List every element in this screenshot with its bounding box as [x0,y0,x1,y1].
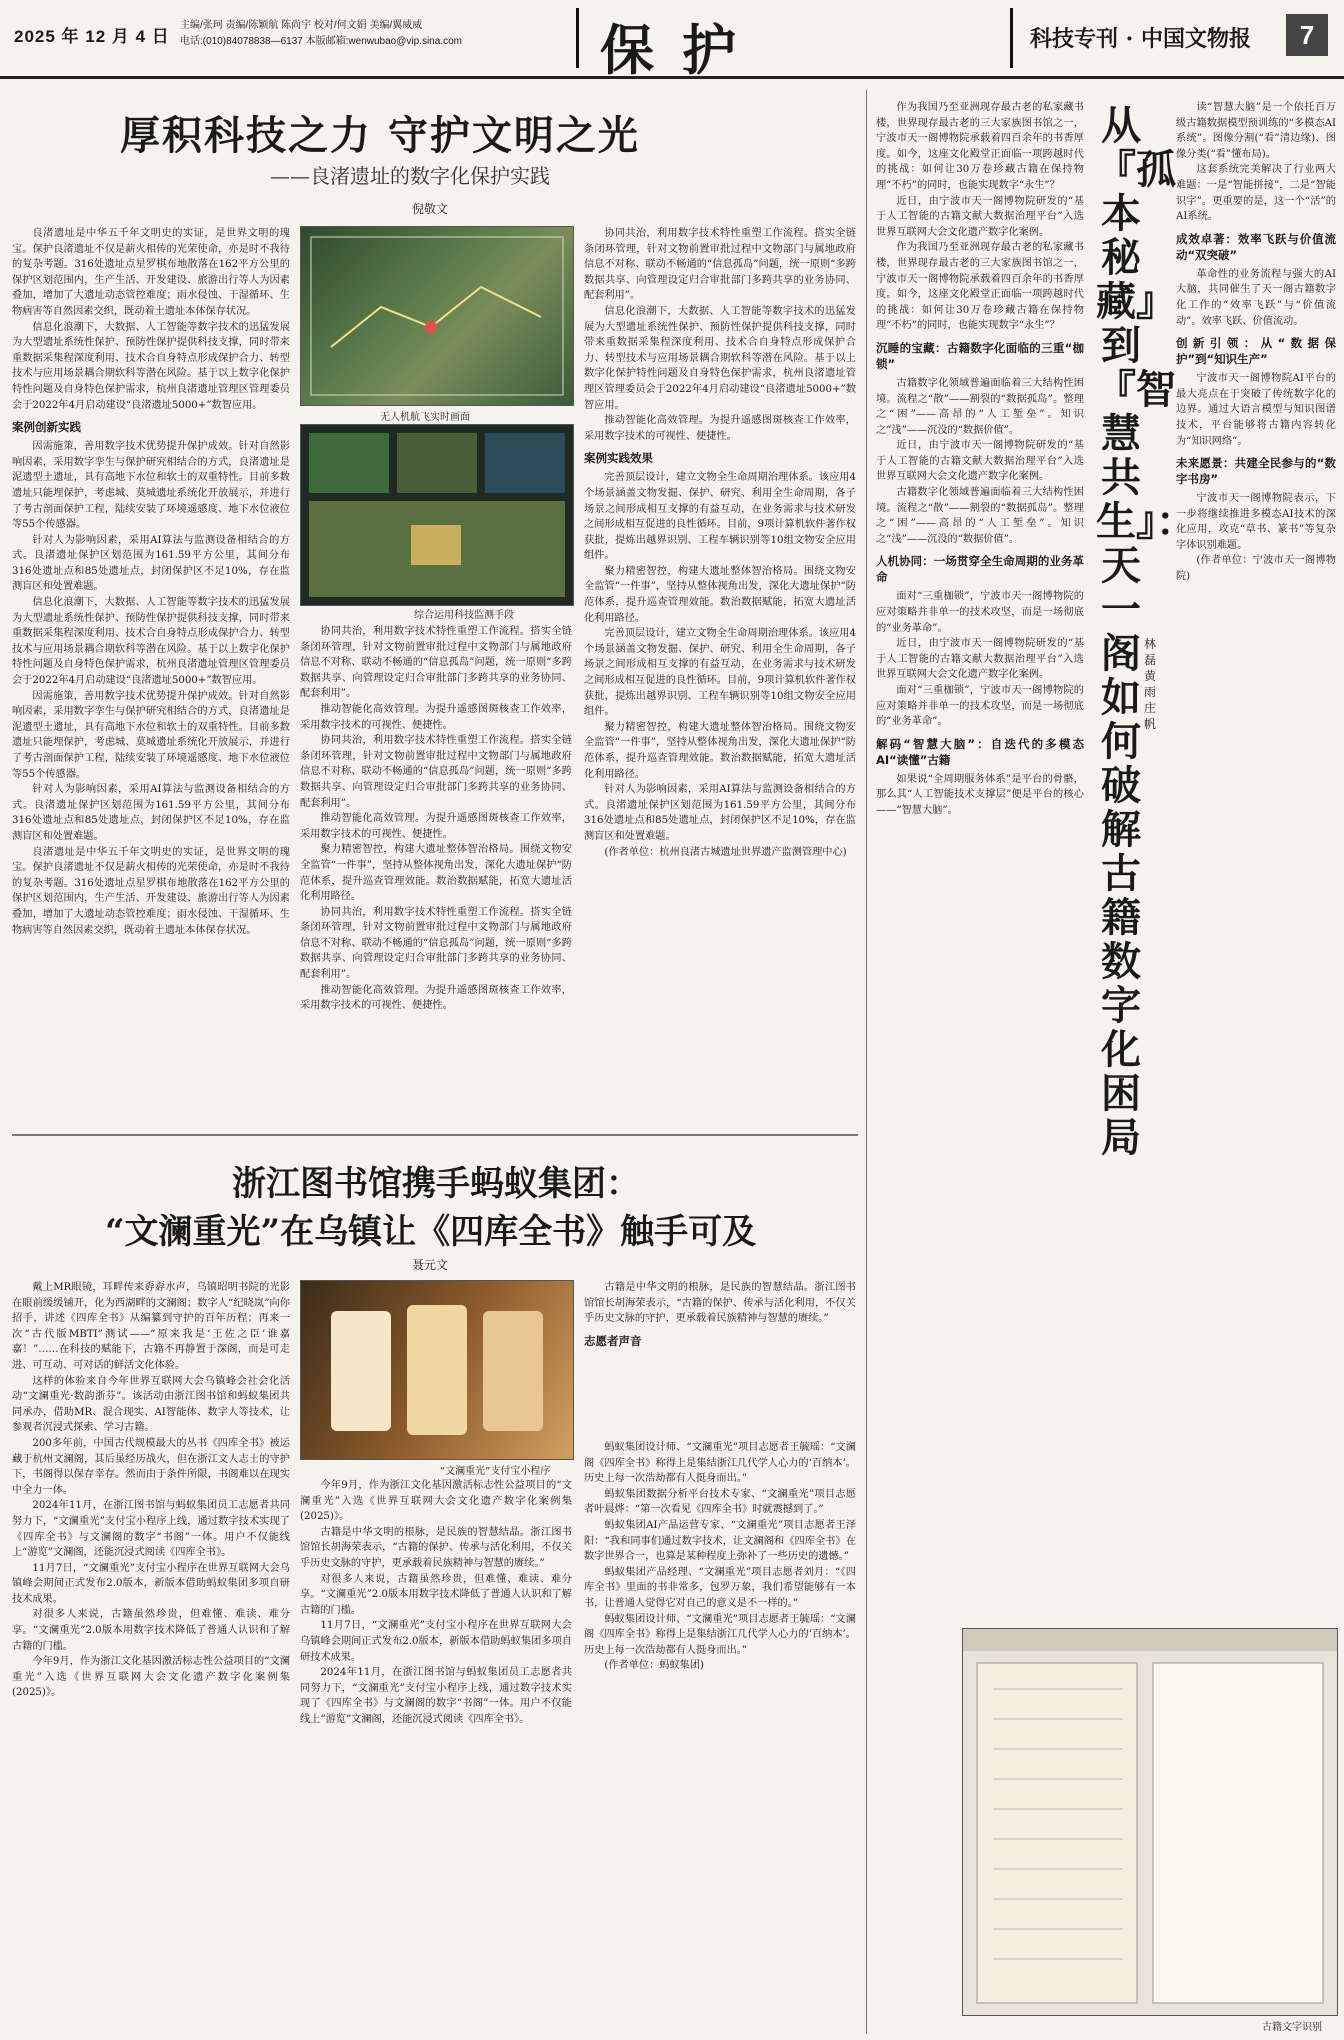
monitoring-dashboard-image [300,424,574,606]
issue-date: 2025 年 12 月 4 日 [14,27,170,46]
article1-author: 倪敬文 [412,202,449,216]
section-heading: 未来愿景：共建全民参与的“数字书房” [1176,456,1336,487]
article2-title-line-2: “文澜重光”在乌镇让《四库全书》触手可及 [105,1212,757,1252]
paragraph: 良渚遗址是中华五千年文明史的实证，是世界文明的瑰宝。保护良渚遗址不仅是薪火相传的光荣使命，亦是时不我待的复杂考题。316处遗址点星罗棋布地散落在162平方公里的保护区划范围内，生产生活、开发建设、旅游出行等人为因素叠加，增加了大遗址动态管控难度；雨水侵蚀、干湿循环、生物病害等自然因素交织，既动着土遗址本体保存状况。 [12,846,290,936]
author-affiliation: (作者单位：蚂蚁集团) [604,1660,705,1672]
paragraph: 宁波市天一阁博物院AI平台的最大亮点在于突破了传统数字化的边界。通过大语言模型与知识图谱技术，平台能够将古籍内容转化为“知识网络”。 [1176,373,1336,447]
header-divider-left [576,8,579,68]
special-edition-label: 科技专刊 · 中国文物报 [1030,26,1251,52]
section-heading: 沉睡的宝藏：古籍数字化面临的三重“枷锁” [876,340,1084,371]
article2-column-2 [300,1478,572,2034]
section-heading: 创新引领：从“数据保护”到“知识生产” [1176,336,1336,367]
phone-screen-icon [301,1281,573,1459]
article2-column-3 [584,1440,856,2034]
credits-line-1: 主编/张珂 责编/陈颖航 陈尚宇 校对/何文娟 美编/翼威威 [180,20,423,31]
paragraph: 古籍数字化领域普遍面临着三大结构性困境。流程之“散”——割裂的“数据孤岛”。整理之“困”——高昂的“人工堑垒”。知识之“浅”——沉没的“数据价值”。 [876,377,1084,436]
ocr-screen-image [962,1628,1338,2016]
paragraph: 2024年11月，在浙江图书馆与蚂蚁集团员工志愿者共同努力下，“文澜重光”支付宝小程序上线，通过数字技术实现了《四库全书》与文澜阁的数字“书阁”一体。用户不仅能线上“游览”文澜阁，还能沉浸式阅读《四库全书》。 [300,1667,572,1725]
ocr-grid-icon [963,1629,1337,2015]
mini-program-image [300,1280,574,1460]
paragraph: 信息化浪潮下，大数据、人工智能等数字技术的迅猛发展为大型遗址系统性保护、预防性保护提供科技支撑，同时带来重数据采集程深度利用、技术合自身特点形成保护合力、转型技术与应用场景耦合期软科等潜在风险。基于以上数字化保护特性问题及自身特色保护需求，杭州良渚遗址管理区管理委员会于2022年4月启动建设“良渚遗址5000+”数智应用。 [12,597,290,687]
paragraph: 协同共治，利用数字技术特性重塑工作流程。搭实全链条闭环管理，针对文物前置审批过程中文物部门与属地政府信息不对称、联动不畅通的“信息孤岛”问题，统一原则“多跨数据共享、向管理设定归合审批部门多跨共享的业务协同、配套利用”。 [300,735,572,809]
paragraph: 面对“三重枷锁”，宁波市天一阁博物院的应对策略并非单一的技术攻坚，而是一场彻底的“业务革命”。 [876,591,1084,634]
paragraph: 因需施策，善用数字技术优势提升保护成效。针对自然影响因素，采用数字孪生与保护研究相结合的方式，良渚遗址是泥遗型土遗址，具有高地下水位和软土的双重特性。目前多数遗址只能埋保护，考虑城、莫城遗址系统化开放展示，并进行了考古剖面保护工程，陆续安装了环境遥感度、地下水位液位等55个传感器。 [12,441,290,531]
section-heading: 案例创新实践 [12,420,81,435]
paragraph: 11月7日，“文澜重光”支付宝小程序在世界互联网大会乌镇峰会期间正式发布2.0版本，新版本借助蚂蚁集团多项自研技术成果。 [12,1562,290,1605]
drone-footage-image [300,226,574,406]
paragraph: 蚂蚁集团AI产品运营专家、“文澜重光”项目志愿者王泽阳：“我和同事们通过数字技术，让文澜阁和《四库全书》在数字世界合一，也算是某种程度上弥补了一些历史的遗憾。” [584,1519,856,1563]
paragraph: 作为我国乃至亚洲现存最古老的私家藏书楼，世界现存最古老的三大家族图书馆之一，宁波市天一阁博物院承载着四百余年的书香厚度。如今，这座文化殿堂正面临一项跨越时代的挑战：如何让30万卷珍藏古籍在保持物理“不朽”的同时，也能实现数字“永生”？ [876,242,1084,332]
article3-title: 从『孤本秘藏』到『智慧共生』：天一阁如何破解古籍数字化困局 [1096,102,1196,1161]
paragraph: 今年9月，作为浙江文化基因激活标志性公益项目的“文澜重光”入选《世界互联网大会文化遗产数字化案例集(2025)》。 [12,1656,290,1699]
paragraph: 革命性的业务流程与强大的AI大脑，共同催生了天一阁古籍数字化工作的“效率飞跃”与“价值流动”。效率飞跃、价值流动。 [1176,268,1336,327]
article3-column-2 [1176,100,1336,1620]
section-heading: 案例实践效果 [584,451,653,466]
credits-line-2: 电话:(010)84078838—6137 本版邮箱:wenwubao@vip.sina.com [180,36,462,47]
paragraph: 推动智能化高效管理。为提升遥感图斑核查工作效率，采用数字技术的可视性、便捷性。 [300,813,572,840]
paragraph: 宁波市天一阁博物院表示，下一步将继续推进多模态AI技术的深化应用，攻克“草书、篆书”等复杂字体识别难题。 [1176,493,1336,551]
header-divider-right [1010,8,1013,68]
article1-subtitle: ——良渚遗址的数字化保护实践 [270,164,550,188]
paragraph: 近日，由宁波市天一阁博物院研发的“基于人工智能的古籍文献大数据治理平台”入选世界互联网大会文化遗产数字化案例。 [876,638,1084,681]
article1-column-1 [12,226,290,1126]
paragraph: 这套系统完美解决了行业两大难题：一是“智能拼接”，二是“智能识字”。更重要的是，这一个“活”的AI系统。 [1176,164,1336,223]
paragraph: 面对“三重枷锁”，宁波市天一阁博物院的应对策略并非单一的技术攻坚，而是一场彻底的“业务革命”。 [876,685,1084,728]
paragraph: 完善顶层设计，建立文物全生命周期治理体系。该应用4个场景涵盖文物发掘、保护、研究、利用全生命周期，各子场景之间形成相互支撑的有益互动，在业务需求与技术研发之间形成相互促进的良性循环。目前，9项计算机软件著作权获批，提炼出越界识别、工程车辆识别等10组文物安全应用组件。 [584,472,856,562]
paragraph: 针对人为影响因素，采用AI算法与监测设备相结合的方式。良渚遗址保护区划范围为161.59平方公里，其间分布316处遗址点和85处遗址点，封闭保护区不足10%，存在监测盲区和处置难题。 [12,784,290,842]
paragraph: 这样的体验来自今年世界互联网大会乌镇峰会社会化活动“文澜重光·数韵浙芬”。该活动由浙江图书馆和蚂蚁集团共同承办，借助MR、混合现实、AI智能体、数字人等技术，让参观者沉浸式探索、学习古籍。 [12,1375,290,1434]
section-heading: 志愿者声音 [584,1333,642,1348]
paragraph: 信息化浪潮下，大数据、人工智能等数字技术的迅猛发展为大型遗址系统性保护、预防性保护提供科技支撑，同时带来重数据采集程深度利用、技术合自身特点形成保护合力、转型技术与应用场景耦合期软科等潜在风险。基于以上数字化保护特性问题及自身特色保护需求，杭州良渚遗址管理区管理委员会于2022年4月启动建设“良渚遗址5000+”数智应用。 [12,321,290,411]
paragraph: 2024年11月，在浙江图书馆与蚂蚁集团员工志愿者共同努力下，“文澜重光”支付宝小程序上线，通过数字技术实现了《四库全书》与文澜阁的数字“书阁”一体。用户不仅能线上“游览”文澜阁，还能沉浸式阅读《四库全书》。 [12,1500,290,1559]
author-affiliation: (作者单位：杭州良渚古城遗址世界遗产监测管理中心) [604,846,847,858]
paragraph: 近日，由宁波市天一阁博物院研发的“基于人工智能的古籍文献大数据治理平台”入选世界互联网大会文化遗产数字化案例。 [876,195,1084,238]
article1-title: 厚积科技之力 守护文明之光 [120,112,640,159]
paragraph: 戴上MR眼镜，耳畔传来孬孬水声，乌镇昭明书院的光影在眼前缓缓铺开，化为西湖畔的文澜阁；数字人“纪晓岚”向你招手，讲述《四库全书》从编纂到守护的百年历程；再来一次“古代版MBTI”测试——“原来我是‘王佐之臣’谁嘉嘉！”……在科技的赋能下，古籍不再静置于深阁，而是可走进、可互动、可对话的鲜活文化体验。 [12,1282,290,1371]
paragraph: 聚力精密智控，构建大遗址整体智治格局。围绕文物安全监管“一件事”，坚持从整体视角出发，深化大遗址保护“防范体系，提升巡查管理效能。数治数据赋能，拓宽大遗址活化利用路径。 [300,844,572,903]
paragraph: 作为我国乃至亚洲现存最古老的私家藏书楼，世界现存最古老的三大家族图书馆之一，宁波市天一阁博物院承载着四百余年的书香厚度。如今，这座文化殿堂正面临一项跨越时代的挑战：如何让30万卷珍藏古籍在保持物理“不朽”的同时，也能实现数字“永生”？ [876,102,1084,191]
article2-author: 聂元文 [412,1258,449,1272]
paragraph: 古籍是中华文明的根脉，是民族的智慧结晶。浙江图书馆馆长胡海荣表示，“古籍的保护、传承与活化利用，不仅关乎历史文脉的守护，更承载着民族精神与智慧的赓续。” [300,1526,572,1569]
paragraph: 推动智能化高效管理。为提升遥感图斑核查工作效率，采用数字技术的可视性、便捷性。 [300,984,572,1012]
masthead [0,0,1344,82]
paragraph: 古籍是中华文明的根脉，是民族的智慧结晶。浙江图书馆馆长胡海荣表示，“古籍的保护、传承与活化利用，不仅关乎历史文脉的守护，更承载着民族精神与智慧的赓续。” [584,1282,856,1325]
image-caption: 古籍文字识别 [1262,2022,1322,2033]
paragraph: 今年9月，作为浙江文化基因激活标志性公益项目的“文澜重光”入选《世界互联网大会文化遗产数字化案例集(2025)》。 [300,1480,572,1523]
paragraph: 蚂蚁集团数据分析平台技术专家、“文澜重光”项目志愿者叶晨烨：“第一次看见《四库全书》时就震撼到了。” [584,1488,856,1516]
paragraph: 近日，由宁波市天一阁博物院研发的“基于人工智能的古籍文献大数据治理平台”入选世界互联网大会文化遗产数字化案例。 [876,440,1084,483]
section-heading: 解码“智慧大脑”：自迭代的多模态AI“读懂”古籍 [876,736,1084,767]
paragraph: 古籍数字化领域普遍面临着三大结构性困境。流程之“散”——割裂的“数据孤岛”。整理之“困”——高昂的“人工堑垒”。知识之“浅”——沉没的“数据价值”。 [876,487,1084,545]
paragraph: 完善顶层设计，建立文物全生命周期治理体系。该应用4个场景涵盖文物发掘、保护、研究、利用全生命周期，各子场景之间形成相互支撑的有益互动，在业务需求与技术研发之间形成相互促进的良性循环。目前，9项计算机软件著作权获批，提炼出越界识别、工程车辆识别等10组文物安全应用组件。 [584,628,856,718]
paragraph: 读“智慧大脑”是一个依托百万级古籍数据模型预训练的“多模态AI系统”。图像分割(“看”清边缘)、图像分类(“看”懂布局)。 [1176,102,1336,160]
section-heading: 人机协同：一场贯穿全生命周期的业务革命 [876,554,1084,585]
paragraph: 信息化浪潮下，大数据、人工智能等数字技术的迅猛发展为大型遗址系统性保护、预防性保护提供科技支撑，同时带来重数据采集程深度利用、技术合自身特点形成保护合力、转型技术与应用场景耦合期软科等潜在风险。基于以上数字化保护特性问题及自身特色保护需求，杭州良渚遗址管理区管理委员会于2022年4月启动建设“良渚遗址5000+”数智应用。 [584,305,856,411]
paragraph: 协同共治，利用数字技术特性重塑工作流程。搭实全链条闭环管理，针对文物前置审批过程中文物部门与属地政府信息不对称、联动不畅通的“信息孤岛”问题，统一原则“多跨数据共享、向管理设定归合审批部门多跨共享的业务协同、配套利用”。 [300,626,572,700]
paragraph: 因需施策，善用数字技术优势提升保护成效。针对自然影响因素，采用数字孪生与保护研究相结合的方式，良渚遗址是泥遗型土遗址，具有高地下水位和软土的双重特性。目前多数遗址只能埋保护，考虑城、莫城遗址系统化开放展示，并进行了考古剖面保护工程，陆续安装了环境遥感度、地下水位液位等55个传感器。 [12,690,290,780]
paragraph: 对很多人来说，古籍虽然珍贵，但难懂、难读、难分享。“文澜重光”2.0版本用数字技术降低了普通人认识和了解古籍的门槛。 [300,1573,572,1616]
article2-column-1 [12,1280,290,2034]
paragraph: 如果说“全周期服务体系”是平台的骨骼，那么其“人工智能技术支撑层”便是平台的核心——“智慧大脑”。 [876,773,1084,816]
article1-column-3 [584,226,856,1126]
paragraph: 良渚遗址是中华五千年文明史的实证，是世界文明的瑰宝。保护良渚遗址不仅是薪火相传的光荣使命，亦是时不我待的复杂考题。316处遗址点星罗棋布地散落在162平方公里的保护区划范围内，生产生活、开发建设、旅游出行等人为因素叠加，增加了大遗址动态管控难度；雨水侵蚀、干湿循环、生物病害等自然因素交织，既动着土遗址本体保存状况。 [12,228,290,317]
article3-authors: 林磊 黄雨 庄帆 [1143,637,1156,731]
paragraph: 协同共治，利用数字技术特性重塑工作流程。搭实全链条闭环管理，针对文物前置审批过程中文物部门与属地政府信息不对称、联动不畅通的“信息孤岛”问题，统一原则“多跨数据共享、向管理设定归合审批部门多跨共享的业务协同、配套利用”。 [584,228,856,302]
paragraph: 针对人为影响因素，采用AI算法与监测设备相结合的方式。良渚遗址保护区划范围为161.59平方公里，其间分布316处遗址点和85处遗址点，封闭保护区不足10%，存在监测盲区和处置难题。 [584,784,856,842]
paragraph: 针对人为影响因素，采用AI算法与监测设备相结合的方式。良渚遗址保护区划范围为161.59平方公里，其间分布316处遗址点和85处遗址点，封闭保护区不足10%，存在监测盲区和处置难题。 [12,534,290,593]
image-caption: 综合运用科技监测手段 [414,610,514,621]
article1-column-2 [300,624,572,1124]
editor-credits [180,18,560,50]
paragraph: 聚力精密智控，构建大遗址整体智治格局。围绕文物安全监管“一件事”，坚持从整体视角出发，深化大遗址保护“防范体系，提升巡查管理效能。数治数据赋能，拓宽大遗址活化利用路径。 [584,721,856,780]
paragraph: 推动智能化高效管理。为提升遥感图斑核查工作效率，采用数字技术的可视性、便捷性。 [300,703,572,731]
image-caption: “文澜重光”支付宝小程序 [440,1466,551,1477]
section-heading: 成效卓著：效率飞跃与价值流动“双突破” [1176,231,1336,262]
paragraph: 蚂蚁集团产品经理、“文澜重光”项目志愿者刘月：“《四库全书》里面的书非常多，包罗万象，我们希望能够有一本书，让普通人觉得它对自己的意义是不一样的。” [584,1566,856,1609]
column-divider [866,90,867,2034]
dashboard-icon [301,425,573,605]
page-number: 7 [1286,14,1328,56]
author-affiliation: (作者单位：宁波市天一阁博物院) [1176,555,1336,583]
paragraph: 协同共治，利用数字技术特性重塑工作流程。搭实全链条闭环管理，针对文物前置审批过程中文物部门与属地政府信息不对称、联动不畅通的“信息孤岛”问题，统一原则“多跨数据共享、向管理设定归合审批部门多跨共享的业务协同、配套利用”。 [300,906,572,981]
article2-column-3-top [584,1280,856,1440]
article-divider [12,1134,858,1136]
paragraph: 11月7日，“文澜重光”支付宝小程序在世界互联网大会乌镇峰会期间正式发布2.0版本，新版本借助蚂蚁集团多项自研技术成果。 [300,1620,572,1663]
image-caption: 无人机航飞实时画面 [380,412,470,423]
paragraph: 对很多人来说，古籍虽然珍贵，但难懂、难读、难分享。“文澜重光”2.0版本用数字技术降低了普通人认识和了解古籍的门槛。 [12,1609,290,1652]
paragraph: 蚂蚁集团设计师、“文澜重光”项目志愿者王毓瑶：“文澜阁《四库全书》称得上是集结浙江几代学人心力的‘百纳本’。历史上每一次浩劫都有人挺身而出。” [584,1613,856,1656]
map-screen-icon [301,227,573,405]
section-title: 保护 [600,18,764,82]
paragraph: 200多年前，中国古代规模最大的丛书《四库全书》被运藏于杭州文澜阁，其后虽经历战火，但在浙江文人志士的守护下，书阁得以保存幸存。然而由于条件所限，书阁难以在现实中全力一体。 [12,1437,290,1496]
paragraph: 蚂蚁集团设计师、“文澜重光”项目志愿者王毓瑶：“文澜阁《四库全书》称得上是集结浙江几代学人心力的‘百纳本’。历史上每一次浩劫都有人挺身而出。” [584,1442,856,1485]
paragraph: 推动智能化高效管理。为提升遥感图斑核查工作效率，采用数字技术的可视性、便捷性。 [584,415,856,442]
article3-column-1 [876,100,1084,1620]
paragraph: 聚力精密智控，构建大遗址整体智治格局。围绕文物安全监管“一件事”，坚持从整体视角出发，深化大遗址保护“防范体系，提升巡查管理效能。数治数据赋能，拓宽大遗址活化利用路径。 [584,565,856,624]
article2-title-line-1: 浙江图书馆携手蚂蚁集团： [232,1164,640,1204]
